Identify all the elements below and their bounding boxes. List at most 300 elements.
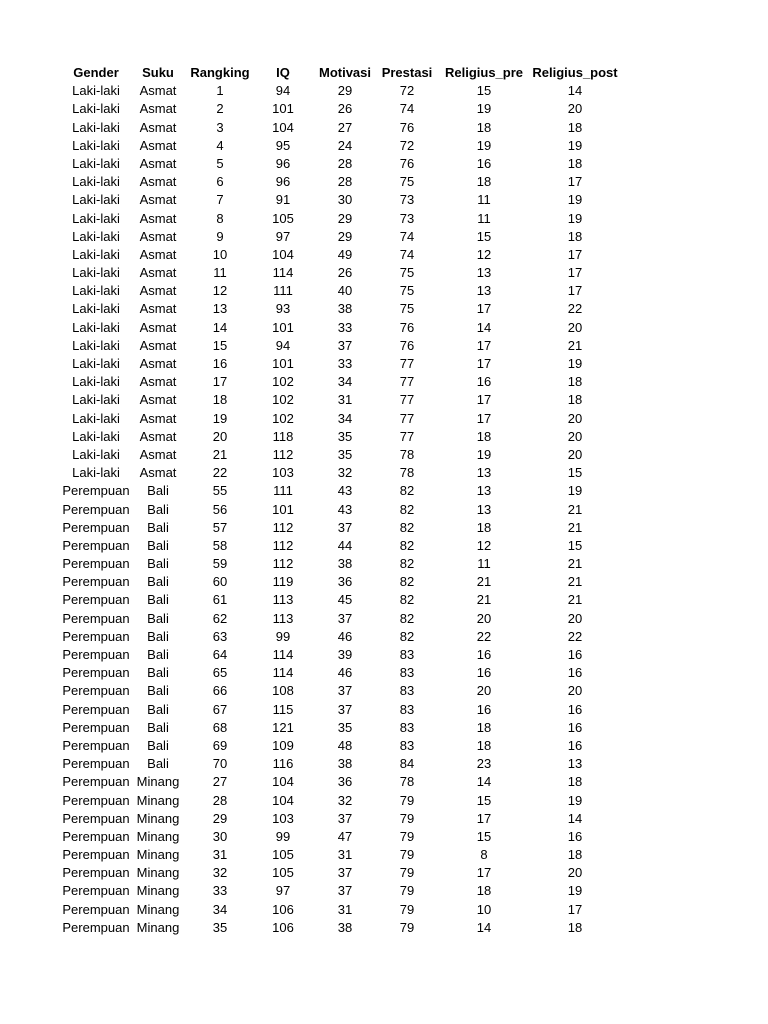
cell-religius-pre[interactable]: 19 — [476, 101, 492, 117]
cell-rangking[interactable]: 70 — [212, 756, 228, 772]
cell-prestasi[interactable]: 75 — [399, 265, 415, 281]
cell-gender[interactable]: Perempuan — [62, 610, 130, 626]
cell-gender[interactable]: Perempuan — [62, 719, 130, 735]
cell-iq[interactable]: 96 — [275, 155, 291, 171]
cell-iq[interactable]: 102 — [272, 392, 294, 408]
cell-iq[interactable]: 111 — [273, 483, 293, 499]
cell-suku[interactable]: Bali — [147, 737, 169, 753]
cell-rangking[interactable]: 69 — [212, 737, 228, 753]
cell-motivasi[interactable]: 45 — [337, 592, 353, 608]
cell-motivasi[interactable]: 28 — [337, 174, 353, 190]
cell-iq[interactable]: 114 — [272, 265, 294, 281]
cell-motivasi[interactable]: 36 — [337, 774, 353, 790]
cell-rangking[interactable]: 55 — [212, 483, 228, 499]
cell-motivasi[interactable]: 44 — [337, 537, 353, 553]
cell-iq[interactable]: 95 — [275, 137, 291, 153]
cell-motivasi[interactable]: 49 — [337, 246, 353, 262]
cell-motivasi[interactable]: 35 — [337, 446, 353, 462]
cell-rangking[interactable]: 29 — [212, 810, 228, 826]
cell-gender[interactable]: Perempuan — [62, 701, 130, 717]
cell-motivasi[interactable]: 35 — [337, 719, 353, 735]
cell-iq[interactable]: 112 — [272, 446, 294, 462]
cell-religius-pre[interactable]: 20 — [476, 683, 492, 699]
cell-iq[interactable]: 104 — [272, 774, 294, 790]
cell-suku[interactable]: Minang — [136, 847, 180, 863]
cell-suku[interactable]: Bali — [147, 665, 169, 681]
cell-suku[interactable]: Bali — [147, 610, 169, 626]
cell-rangking[interactable]: 20 — [212, 428, 228, 444]
cell-religius-pre[interactable]: 12 — [476, 537, 492, 553]
cell-motivasi[interactable]: 37 — [337, 610, 353, 626]
cell-iq[interactable]: 91 — [275, 192, 291, 208]
cell-iq[interactable]: 109 — [272, 737, 294, 753]
cell-prestasi[interactable]: 79 — [399, 810, 415, 826]
cell-gender[interactable]: Perempuan — [62, 792, 130, 808]
cell-motivasi[interactable]: 37 — [337, 337, 353, 353]
cell-suku[interactable]: Asmat — [139, 246, 177, 262]
cell-iq[interactable]: 101 — [272, 356, 294, 371]
cell-motivasi[interactable]: 37 — [337, 883, 353, 899]
cell-religius-pre[interactable]: 17 — [476, 410, 492, 426]
cell-suku[interactable]: Asmat — [139, 174, 177, 190]
cell-rangking[interactable]: 56 — [212, 501, 228, 517]
cell-religius-post[interactable]: 17 — [567, 283, 583, 299]
cell-rangking[interactable]: 9 — [216, 228, 224, 244]
cell-religius-post[interactable]: 15 — [567, 465, 583, 481]
cell-iq[interactable]: 108 — [272, 683, 294, 699]
cell-rangking[interactable]: 21 — [212, 446, 228, 462]
cell-motivasi[interactable]: 37 — [337, 701, 353, 717]
cell-religius-post[interactable]: 13 — [567, 756, 583, 772]
cell-suku[interactable]: Bali — [147, 628, 169, 644]
cell-suku[interactable]: Asmat — [139, 392, 177, 408]
cell-religius-pre[interactable]: 18 — [476, 737, 492, 753]
cell-religius-pre[interactable]: 17 — [476, 392, 492, 408]
cell-iq[interactable]: 106 — [272, 901, 294, 917]
cell-rangking[interactable]: 32 — [212, 865, 228, 881]
cell-religius-post[interactable]: 20 — [567, 865, 583, 881]
cell-prestasi[interactable]: 82 — [399, 483, 415, 499]
cell-suku[interactable]: Asmat — [139, 356, 177, 371]
cell-prestasi[interactable]: 72 — [399, 83, 415, 99]
cell-rangking[interactable]: 61 — [212, 592, 228, 608]
cell-suku[interactable]: Asmat — [139, 210, 177, 226]
cell-prestasi[interactable]: 79 — [399, 901, 415, 917]
cell-gender[interactable]: Laki-laki — [72, 337, 120, 353]
cell-prestasi[interactable]: 79 — [399, 883, 415, 899]
cell-gender[interactable]: Perempuan — [62, 737, 130, 753]
cell-rangking[interactable]: 65 — [212, 665, 228, 681]
cell-motivasi[interactable]: 31 — [337, 847, 353, 863]
cell-suku[interactable]: Bali — [147, 719, 169, 735]
cell-rangking[interactable]: 6 — [216, 174, 224, 190]
cell-rangking[interactable]: 58 — [212, 537, 228, 553]
cell-prestasi[interactable]: 82 — [399, 592, 415, 608]
cell-religius-pre[interactable]: 17 — [476, 810, 492, 826]
cell-suku[interactable]: Asmat — [139, 192, 177, 208]
cell-suku[interactable]: Asmat — [139, 137, 177, 153]
cell-suku[interactable]: Asmat — [139, 428, 177, 444]
cell-rangking[interactable]: 28 — [212, 792, 228, 808]
cell-iq[interactable]: 119 — [272, 574, 294, 590]
cell-iq[interactable]: 102 — [272, 374, 294, 390]
cell-rangking[interactable]: 4 — [216, 137, 224, 153]
cell-rangking[interactable]: 35 — [212, 919, 228, 935]
cell-religius-post[interactable]: 16 — [567, 701, 583, 717]
cell-religius-post[interactable]: 19 — [567, 356, 583, 371]
cell-suku[interactable]: Asmat — [139, 374, 177, 390]
cell-religius-post[interactable]: 18 — [567, 774, 583, 790]
cell-religius-post[interactable]: 21 — [567, 574, 583, 590]
cell-gender[interactable]: Perempuan — [62, 628, 130, 644]
cell-religius-pre[interactable]: 13 — [476, 265, 492, 281]
cell-religius-pre[interactable]: 11 — [477, 556, 491, 572]
cell-motivasi[interactable]: 38 — [337, 301, 353, 317]
cell-suku[interactable]: Asmat — [139, 446, 177, 462]
cell-rangking[interactable]: 15 — [212, 337, 228, 353]
cell-religius-post[interactable]: 17 — [567, 246, 583, 262]
header-gender[interactable]: Gender — [73, 65, 119, 80]
cell-iq[interactable]: 112 — [272, 556, 294, 572]
cell-motivasi[interactable]: 47 — [337, 828, 353, 844]
cell-gender[interactable]: Perempuan — [62, 756, 130, 772]
cell-religius-post[interactable]: 19 — [567, 883, 583, 899]
cell-suku[interactable]: Minang — [136, 883, 180, 899]
cell-prestasi[interactable]: 78 — [399, 774, 415, 790]
cell-gender[interactable]: Perempuan — [62, 774, 130, 790]
cell-prestasi[interactable]: 77 — [399, 392, 415, 408]
cell-rangking[interactable]: 10 — [212, 246, 228, 262]
cell-prestasi[interactable]: 79 — [399, 865, 415, 881]
cell-rangking[interactable]: 11 — [213, 265, 227, 281]
cell-religius-pre[interactable]: 11 — [477, 210, 491, 226]
cell-religius-post[interactable]: 20 — [567, 428, 583, 444]
cell-motivasi[interactable]: 24 — [337, 137, 353, 153]
cell-suku[interactable]: Bali — [147, 574, 169, 590]
cell-religius-post[interactable]: 14 — [567, 810, 583, 826]
cell-suku[interactable]: Asmat — [139, 155, 177, 171]
cell-prestasi[interactable]: 74 — [399, 246, 415, 262]
cell-religius-pre[interactable]: 13 — [476, 483, 492, 499]
cell-rangking[interactable]: 1 — [216, 83, 224, 99]
cell-religius-post[interactable]: 18 — [567, 155, 583, 171]
cell-prestasi[interactable]: 76 — [399, 119, 415, 135]
cell-religius-pre[interactable]: 21 — [476, 592, 492, 608]
cell-motivasi[interactable]: 29 — [337, 228, 353, 244]
cell-rangking[interactable]: 30 — [212, 828, 228, 844]
cell-gender[interactable]: Laki-laki — [72, 319, 120, 335]
cell-motivasi[interactable]: 37 — [337, 519, 353, 535]
cell-gender[interactable]: Laki-laki — [72, 301, 120, 317]
cell-gender[interactable]: Perempuan — [62, 519, 130, 535]
cell-motivasi[interactable]: 39 — [337, 647, 353, 662]
cell-religius-pre[interactable]: 18 — [476, 883, 492, 899]
cell-prestasi[interactable]: 82 — [399, 519, 415, 535]
cell-motivasi[interactable]: 43 — [337, 483, 353, 499]
cell-suku[interactable]: Minang — [136, 828, 180, 844]
cell-suku[interactable]: Minang — [136, 810, 180, 826]
cell-prestasi[interactable]: 75 — [399, 283, 415, 299]
cell-rangking[interactable]: 27 — [212, 774, 228, 790]
cell-suku[interactable]: Asmat — [139, 319, 177, 335]
cell-suku[interactable]: Minang — [136, 774, 180, 790]
cell-iq[interactable]: 101 — [272, 319, 294, 335]
cell-suku[interactable]: Minang — [136, 865, 180, 881]
cell-prestasi[interactable]: 76 — [399, 319, 415, 335]
cell-prestasi[interactable]: 83 — [399, 665, 415, 681]
header-religius-pre[interactable]: Religius_pre — [444, 65, 524, 80]
cell-motivasi[interactable]: 38 — [337, 556, 353, 572]
cell-religius-pre[interactable]: 14 — [476, 319, 492, 335]
cell-prestasi[interactable]: 83 — [399, 647, 415, 662]
cell-prestasi[interactable]: 79 — [399, 847, 415, 863]
cell-religius-pre[interactable]: 10 — [476, 901, 492, 917]
cell-religius-pre[interactable]: 15 — [476, 792, 492, 808]
cell-iq[interactable]: 118 — [272, 428, 294, 444]
cell-iq[interactable]: 103 — [272, 810, 294, 826]
cell-gender[interactable]: Laki-laki — [72, 428, 120, 444]
header-rangking[interactable]: Rangking — [190, 65, 250, 80]
cell-motivasi[interactable]: 34 — [337, 410, 353, 426]
cell-iq[interactable]: 103 — [272, 465, 294, 481]
cell-rangking[interactable]: 57 — [212, 519, 228, 535]
cell-religius-post[interactable]: 14 — [567, 83, 583, 99]
cell-gender[interactable]: Laki-laki — [72, 446, 120, 462]
cell-prestasi[interactable]: 77 — [399, 410, 415, 426]
cell-iq[interactable]: 99 — [275, 828, 291, 844]
cell-religius-post[interactable]: 18 — [567, 228, 583, 244]
cell-religius-pre[interactable]: 15 — [476, 828, 492, 844]
cell-religius-pre[interactable]: 16 — [476, 701, 492, 717]
cell-gender[interactable]: Laki-laki — [72, 210, 120, 226]
cell-gender[interactable]: Perempuan — [62, 556, 130, 572]
cell-gender[interactable]: Perempuan — [62, 847, 130, 863]
cell-motivasi[interactable]: 38 — [337, 756, 353, 772]
cell-gender[interactable]: Laki-laki — [72, 192, 120, 208]
cell-religius-pre[interactable]: 17 — [476, 865, 492, 881]
cell-prestasi[interactable]: 82 — [399, 574, 415, 590]
cell-iq[interactable]: 104 — [272, 792, 294, 808]
cell-rangking[interactable]: 8 — [216, 210, 224, 226]
cell-religius-pre[interactable]: 12 — [476, 246, 492, 262]
cell-gender[interactable]: Perempuan — [62, 919, 130, 935]
cell-prestasi[interactable]: 83 — [399, 683, 415, 699]
cell-motivasi[interactable]: 30 — [337, 192, 353, 208]
cell-suku[interactable]: Bali — [147, 592, 169, 608]
cell-religius-post[interactable]: 16 — [567, 719, 583, 735]
cell-gender[interactable]: Laki-laki — [72, 283, 120, 299]
cell-prestasi[interactable]: 78 — [399, 446, 415, 462]
cell-religius-post[interactable]: 19 — [567, 210, 583, 226]
cell-religius-pre[interactable]: 14 — [476, 919, 492, 935]
cell-rangking[interactable]: 68 — [212, 719, 228, 735]
cell-religius-post[interactable]: 18 — [567, 919, 583, 935]
cell-religius-post[interactable]: 21 — [567, 519, 583, 535]
cell-gender[interactable]: Laki-laki — [72, 137, 120, 153]
cell-iq[interactable]: 105 — [272, 210, 294, 226]
cell-gender[interactable]: Laki-laki — [72, 392, 120, 408]
cell-religius-pre[interactable]: 17 — [476, 356, 492, 371]
cell-prestasi[interactable]: 75 — [399, 301, 415, 317]
cell-religius-post[interactable]: 15 — [567, 537, 583, 553]
cell-religius-post[interactable]: 19 — [567, 192, 583, 208]
cell-prestasi[interactable]: 82 — [399, 610, 415, 626]
cell-religius-post[interactable]: 18 — [567, 392, 583, 408]
cell-motivasi[interactable]: 33 — [337, 319, 353, 335]
cell-motivasi[interactable]: 32 — [337, 792, 353, 808]
cell-gender[interactable]: Laki-laki — [72, 265, 120, 281]
cell-religius-post[interactable]: 17 — [567, 265, 583, 281]
cell-religius-post[interactable]: 17 — [567, 174, 583, 190]
cell-religius-post[interactable]: 21 — [567, 556, 583, 572]
cell-gender[interactable]: Perempuan — [62, 828, 130, 844]
cell-suku[interactable]: Asmat — [139, 228, 177, 244]
cell-gender[interactable]: Laki-laki — [72, 246, 120, 262]
cell-iq[interactable]: 113 — [272, 610, 294, 626]
cell-gender[interactable]: Perempuan — [62, 483, 130, 499]
cell-rangking[interactable]: 5 — [216, 155, 224, 171]
cell-religius-post[interactable]: 21 — [567, 501, 583, 517]
cell-religius-post[interactable]: 21 — [567, 592, 583, 608]
cell-suku[interactable]: Asmat — [139, 265, 177, 281]
cell-motivasi[interactable]: 29 — [337, 83, 353, 99]
cell-religius-pre[interactable]: 13 — [476, 465, 492, 481]
cell-prestasi[interactable]: 82 — [399, 556, 415, 572]
cell-iq[interactable]: 104 — [272, 119, 294, 135]
cell-motivasi[interactable]: 40 — [337, 283, 353, 299]
cell-religius-pre[interactable]: 17 — [476, 337, 492, 353]
cell-gender[interactable]: Laki-laki — [72, 119, 120, 135]
cell-iq[interactable]: 94 — [275, 337, 291, 353]
cell-rangking[interactable]: 7 — [216, 192, 224, 208]
cell-rangking[interactable]: 66 — [212, 683, 228, 699]
cell-gender[interactable]: Laki-laki — [72, 155, 120, 171]
cell-motivasi[interactable]: 29 — [337, 210, 353, 226]
cell-prestasi[interactable]: 82 — [399, 628, 415, 644]
cell-motivasi[interactable]: 28 — [337, 155, 353, 171]
cell-suku[interactable]: Asmat — [139, 101, 177, 117]
cell-prestasi[interactable]: 83 — [399, 737, 415, 753]
header-iq[interactable]: IQ — [276, 65, 290, 80]
cell-prestasi[interactable]: 79 — [399, 919, 415, 935]
cell-religius-post[interactable]: 16 — [567, 828, 583, 844]
cell-prestasi[interactable]: 83 — [399, 701, 415, 717]
cell-religius-pre[interactable]: 20 — [476, 610, 492, 626]
cell-iq[interactable]: 101 — [272, 101, 294, 117]
cell-iq[interactable]: 93 — [275, 301, 291, 317]
cell-religius-pre[interactable]: 16 — [476, 665, 492, 681]
cell-iq[interactable]: 116 — [272, 756, 294, 772]
header-prestasi[interactable]: Prestasi — [381, 65, 433, 80]
cell-suku[interactable]: Bali — [147, 756, 169, 772]
cell-religius-post[interactable]: 16 — [567, 737, 583, 753]
cell-suku[interactable]: Asmat — [139, 301, 177, 317]
cell-religius-post[interactable]: 20 — [567, 319, 583, 335]
cell-gender[interactable]: Laki-laki — [72, 174, 120, 190]
cell-motivasi[interactable]: 36 — [337, 574, 353, 590]
cell-religius-pre[interactable]: 18 — [476, 428, 492, 444]
cell-religius-post[interactable]: 18 — [567, 847, 583, 863]
cell-motivasi[interactable]: 43 — [337, 501, 353, 517]
cell-religius-pre[interactable]: 13 — [476, 283, 492, 299]
cell-suku[interactable]: Asmat — [139, 283, 177, 299]
cell-religius-post[interactable]: 22 — [567, 301, 583, 317]
cell-iq[interactable]: 94 — [275, 83, 291, 99]
cell-suku[interactable]: Asmat — [139, 337, 177, 353]
cell-iq[interactable]: 106 — [272, 919, 294, 935]
cell-iq[interactable]: 97 — [275, 883, 291, 899]
cell-prestasi[interactable]: 78 — [399, 465, 415, 481]
cell-gender[interactable]: Perempuan — [62, 810, 130, 826]
cell-suku[interactable]: Minang — [136, 792, 180, 808]
cell-suku[interactable]: Minang — [136, 901, 180, 917]
cell-prestasi[interactable]: 83 — [399, 719, 415, 735]
cell-iq[interactable]: 112 — [272, 519, 294, 535]
cell-rangking[interactable]: 59 — [212, 556, 228, 572]
cell-religius-pre[interactable]: 18 — [476, 174, 492, 190]
cell-prestasi[interactable]: 82 — [399, 501, 415, 517]
cell-gender[interactable]: Perempuan — [62, 865, 130, 881]
cell-religius-pre[interactable]: 23 — [476, 756, 492, 772]
cell-gender[interactable]: Perempuan — [62, 647, 130, 662]
cell-iq[interactable]: 111 — [273, 283, 293, 299]
cell-prestasi[interactable]: 76 — [399, 155, 415, 171]
cell-suku[interactable]: Bali — [147, 701, 169, 717]
cell-religius-post[interactable]: 19 — [567, 483, 583, 499]
cell-rangking[interactable]: 33 — [212, 883, 228, 899]
cell-suku[interactable]: Bali — [147, 647, 169, 662]
cell-iq[interactable]: 114 — [272, 647, 294, 662]
cell-religius-pre[interactable]: 16 — [476, 155, 492, 171]
cell-rangking[interactable]: 22 — [212, 465, 228, 481]
cell-gender[interactable]: Perempuan — [62, 574, 130, 590]
header-suku[interactable]: Suku — [142, 65, 174, 80]
cell-suku[interactable]: Asmat — [139, 83, 177, 99]
cell-gender[interactable]: Perempuan — [62, 592, 130, 608]
cell-suku[interactable]: Bali — [147, 537, 169, 553]
cell-iq[interactable]: 96 — [275, 174, 291, 190]
cell-iq[interactable]: 112 — [272, 537, 294, 553]
cell-religius-pre[interactable]: 22 — [476, 628, 492, 644]
cell-rangking[interactable]: 12 — [212, 283, 228, 299]
cell-rangking[interactable]: 64 — [212, 647, 228, 662]
cell-iq[interactable]: 105 — [272, 847, 294, 863]
cell-religius-post[interactable]: 18 — [567, 374, 583, 390]
cell-gender[interactable]: Laki-laki — [72, 228, 120, 244]
cell-iq[interactable]: 105 — [272, 865, 294, 881]
cell-prestasi[interactable]: 79 — [399, 828, 415, 844]
cell-motivasi[interactable]: 37 — [337, 810, 353, 826]
cell-prestasi[interactable]: 72 — [399, 137, 415, 153]
cell-iq[interactable]: 97 — [275, 228, 291, 244]
cell-suku[interactable]: Bali — [147, 556, 169, 572]
cell-religius-pre[interactable]: 11 — [477, 192, 491, 208]
cell-gender[interactable]: Perempuan — [62, 665, 130, 681]
cell-iq[interactable]: 115 — [272, 701, 294, 717]
cell-motivasi[interactable]: 31 — [337, 901, 353, 917]
cell-motivasi[interactable]: 48 — [337, 737, 353, 753]
cell-rangking[interactable]: 13 — [212, 301, 228, 317]
header-religius-post[interactable]: Religius_post — [532, 65, 618, 80]
cell-prestasi[interactable]: 77 — [399, 428, 415, 444]
cell-religius-post[interactable]: 20 — [567, 610, 583, 626]
cell-religius-pre[interactable]: 17 — [476, 301, 492, 317]
cell-iq[interactable]: 114 — [272, 665, 294, 681]
cell-prestasi[interactable]: 77 — [399, 356, 415, 371]
cell-motivasi[interactable]: 46 — [337, 665, 353, 681]
cell-religius-pre[interactable]: 19 — [476, 446, 492, 462]
cell-religius-post[interactable]: 20 — [567, 410, 583, 426]
